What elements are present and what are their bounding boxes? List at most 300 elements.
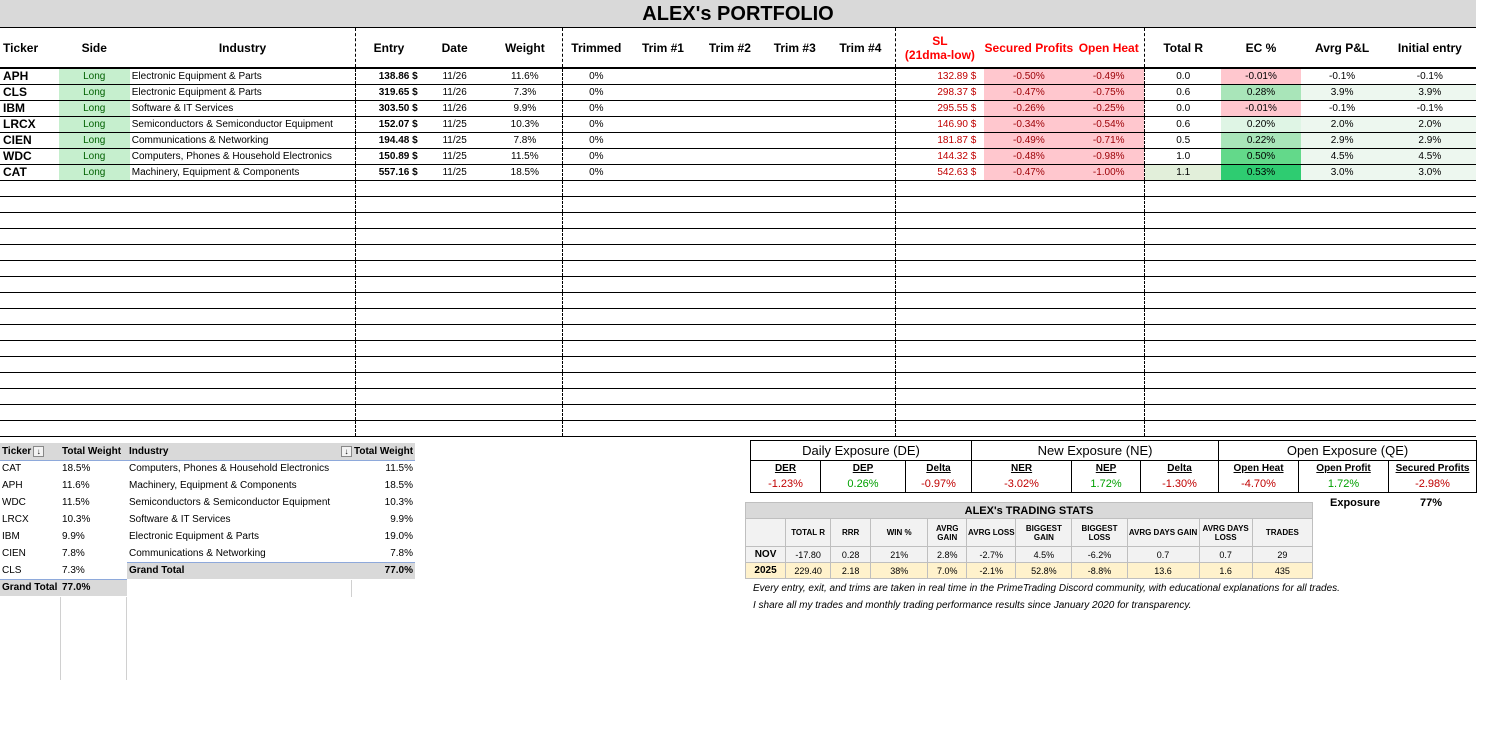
cell-empty[interactable] (0, 356, 59, 372)
table-row[interactable] (0, 132, 1476, 148)
cell-industry[interactable]: Electronic Equipment & Parts (130, 68, 356, 84)
cell-weight[interactable]: 10.3% (488, 116, 563, 132)
cell-empty[interactable] (356, 420, 422, 436)
cell-date[interactable]: 11/26 (422, 100, 488, 116)
cell-empty[interactable] (984, 404, 1073, 420)
cell-empty[interactable] (826, 308, 895, 324)
cell-empty[interactable] (826, 84, 895, 100)
cell-empty[interactable] (763, 308, 826, 324)
cell-empty[interactable] (696, 132, 763, 148)
cell-empty[interactable] (696, 212, 763, 228)
cell-empty[interactable] (356, 308, 422, 324)
cell-empty[interactable] (1221, 340, 1300, 356)
cell-empty[interactable] (984, 356, 1073, 372)
cell-empty[interactable] (130, 292, 356, 308)
cell-empty[interactable] (0, 276, 59, 292)
cell-empty[interactable] (630, 276, 697, 292)
cell-totalr[interactable]: 1.1 (1144, 164, 1221, 180)
cell-empty[interactable] (763, 212, 826, 228)
cell-empty[interactable] (1221, 244, 1300, 260)
cell-empty[interactable] (826, 68, 895, 84)
cell-empty[interactable] (59, 260, 130, 276)
cell-empty[interactable] (1144, 356, 1221, 372)
col-date[interactable]: Date (422, 28, 488, 68)
cell-empty[interactable] (422, 228, 488, 244)
cell-empty[interactable] (895, 196, 984, 212)
cell-empty[interactable] (1384, 180, 1476, 196)
cell-totalr[interactable]: 0.0 (1144, 68, 1221, 84)
cell-empty[interactable] (1384, 276, 1476, 292)
cell-ec[interactable]: 0.50% (1221, 148, 1300, 164)
cell-empty[interactable] (59, 212, 130, 228)
cell-empty[interactable] (763, 116, 826, 132)
col-totalr[interactable]: Total R (1144, 28, 1221, 68)
cell-empty[interactable] (1144, 244, 1221, 260)
col-trim4[interactable]: Trim #4 (826, 28, 895, 68)
empty-row[interactable] (0, 196, 1476, 212)
cell-empty[interactable] (826, 260, 895, 276)
cell-avgpl[interactable]: 2.9% (1301, 132, 1384, 148)
cell-empty[interactable] (422, 196, 488, 212)
cell-empty[interactable] (563, 324, 630, 340)
cell-empty[interactable] (59, 292, 130, 308)
cell-empty[interactable] (488, 420, 563, 436)
cell-empty[interactable] (826, 404, 895, 420)
cell-secured[interactable]: -0.47% (984, 164, 1073, 180)
cell-empty[interactable] (1301, 196, 1384, 212)
cell-entry[interactable]: 303.50 $ (356, 100, 422, 116)
cell-empty[interactable] (356, 292, 422, 308)
cell-entry[interactable]: 150.89 $ (356, 148, 422, 164)
col-trim2[interactable]: Trim #2 (696, 28, 763, 68)
pivot1-row[interactable] (0, 528, 127, 545)
cell-industry[interactable]: Software & IT Services (130, 100, 356, 116)
cell-empty[interactable] (1221, 260, 1300, 276)
empty-row[interactable] (0, 228, 1476, 244)
cell-empty[interactable] (1384, 404, 1476, 420)
empty-row[interactable] (0, 292, 1476, 308)
col-ticker[interactable]: Ticker (0, 28, 59, 68)
cell-empty[interactable] (488, 292, 563, 308)
cell-empty[interactable] (1301, 356, 1384, 372)
cell-empty[interactable] (1144, 404, 1221, 420)
cell-weight[interactable]: 7.8% (488, 132, 563, 148)
cell-ec[interactable]: -0.01% (1221, 68, 1300, 84)
cell-empty[interactable] (763, 196, 826, 212)
cell-ec[interactable]: -0.01% (1221, 100, 1300, 116)
cell-empty[interactable] (563, 340, 630, 356)
cell-empty[interactable] (356, 260, 422, 276)
cell-empty[interactable] (0, 292, 59, 308)
cell-empty[interactable] (563, 388, 630, 404)
cell-empty[interactable] (356, 228, 422, 244)
cell-empty[interactable] (696, 324, 763, 340)
cell-empty[interactable] (563, 276, 630, 292)
cell-empty[interactable] (763, 292, 826, 308)
cell-weight[interactable]: 9.9% (488, 100, 563, 116)
cell-ticker[interactable]: CAT (0, 164, 59, 180)
cell-empty[interactable] (696, 84, 763, 100)
sort-filter-icon[interactable]: ↓ (341, 446, 352, 457)
cell-empty[interactable] (1073, 372, 1144, 388)
cell-empty[interactable] (130, 356, 356, 372)
cell-empty[interactable] (763, 404, 826, 420)
cell-empty[interactable] (984, 276, 1073, 292)
cell-ticker[interactable]: IBM (0, 100, 59, 116)
cell-empty[interactable] (630, 116, 697, 132)
cell-empty[interactable] (0, 404, 59, 420)
cell-empty[interactable] (630, 308, 697, 324)
cell-empty[interactable] (488, 388, 563, 404)
pivot1-row[interactable] (0, 545, 127, 562)
cell-side[interactable]: Long (59, 148, 130, 164)
cell-empty[interactable] (422, 340, 488, 356)
cell-empty[interactable] (696, 372, 763, 388)
cell-empty[interactable] (488, 212, 563, 228)
cell-empty[interactable] (1301, 260, 1384, 276)
cell-empty[interactable] (630, 164, 697, 180)
cell-empty[interactable] (422, 324, 488, 340)
cell-empty[interactable] (563, 260, 630, 276)
cell-empty[interactable] (630, 132, 697, 148)
cell-empty[interactable] (826, 388, 895, 404)
cell-empty[interactable] (563, 180, 630, 196)
cell-empty[interactable] (130, 340, 356, 356)
cell-empty[interactable] (1144, 180, 1221, 196)
cell-initial[interactable]: -0.1% (1384, 100, 1476, 116)
table-row[interactable] (0, 68, 1476, 84)
cell-empty[interactable] (1221, 372, 1300, 388)
cell-empty[interactable] (563, 420, 630, 436)
cell-avgpl[interactable]: 3.9% (1301, 84, 1384, 100)
empty-row[interactable] (0, 276, 1476, 292)
cell-avgpl[interactable]: 4.5% (1301, 148, 1384, 164)
cell-initial[interactable]: 4.5% (1384, 148, 1476, 164)
cell-empty[interactable] (630, 196, 697, 212)
cell-industry[interactable]: Computers, Phones & Household Electronics (130, 148, 356, 164)
cell-empty[interactable] (488, 196, 563, 212)
cell-empty[interactable] (630, 84, 697, 100)
cell-empty[interactable] (696, 276, 763, 292)
cell-empty[interactable] (1301, 324, 1384, 340)
pivot1-row[interactable] (0, 477, 127, 494)
pivot2-row[interactable] (127, 460, 415, 477)
cell-empty[interactable] (984, 212, 1073, 228)
cell-sl[interactable]: 181.87 $ (895, 132, 984, 148)
col-trim3[interactable]: Trim #3 (763, 28, 826, 68)
cell-empty[interactable] (1073, 276, 1144, 292)
cell-empty[interactable] (1384, 308, 1476, 324)
cell-empty[interactable] (130, 388, 356, 404)
col-side[interactable]: Side (59, 28, 130, 68)
cell-initial[interactable]: 2.9% (1384, 132, 1476, 148)
cell-empty[interactable] (630, 340, 697, 356)
cell-empty[interactable] (630, 292, 697, 308)
empty-row[interactable] (0, 260, 1476, 276)
cell-empty[interactable] (356, 388, 422, 404)
cell-empty[interactable] (356, 196, 422, 212)
cell-industry[interactable]: Machinery, Equipment & Components (130, 164, 356, 180)
cell-sl[interactable]: 542.63 $ (895, 164, 984, 180)
table-row[interactable] (0, 148, 1476, 164)
table-row[interactable] (0, 164, 1476, 180)
col-avgpl[interactable]: Avrg P&L (1301, 28, 1384, 68)
col-initial[interactable]: Initial entry (1384, 28, 1476, 68)
cell-empty[interactable] (696, 100, 763, 116)
empty-row[interactable] (0, 308, 1476, 324)
empty-row[interactable] (0, 372, 1476, 388)
cell-empty[interactable] (422, 260, 488, 276)
cell-empty[interactable] (895, 404, 984, 420)
col-weight[interactable]: Weight (488, 28, 563, 68)
pivot1-row[interactable] (0, 562, 127, 579)
cell-side[interactable]: Long (59, 100, 130, 116)
cell-empty[interactable] (895, 212, 984, 228)
cell-heat[interactable]: -0.75% (1073, 84, 1144, 100)
cell-empty[interactable] (0, 212, 59, 228)
cell-empty[interactable] (59, 228, 130, 244)
cell-empty[interactable] (826, 196, 895, 212)
cell-empty[interactable] (1384, 260, 1476, 276)
cell-empty[interactable] (488, 340, 563, 356)
cell-empty[interactable] (984, 180, 1073, 196)
cell-side[interactable]: Long (59, 132, 130, 148)
cell-ticker[interactable]: CLS (0, 84, 59, 100)
cell-empty[interactable] (563, 292, 630, 308)
cell-empty[interactable] (356, 356, 422, 372)
cell-empty[interactable] (763, 324, 826, 340)
cell-empty[interactable] (0, 244, 59, 260)
cell-empty[interactable] (763, 68, 826, 84)
cell-empty[interactable] (1144, 340, 1221, 356)
cell-empty[interactable] (1073, 420, 1144, 436)
cell-empty[interactable] (696, 164, 763, 180)
cell-empty[interactable] (763, 180, 826, 196)
cell-empty[interactable] (422, 372, 488, 388)
cell-empty[interactable] (422, 388, 488, 404)
cell-secured[interactable]: -0.49% (984, 132, 1073, 148)
cell-empty[interactable] (1144, 324, 1221, 340)
cell-empty[interactable] (422, 244, 488, 260)
cell-empty[interactable] (630, 420, 697, 436)
cell-empty[interactable] (1073, 340, 1144, 356)
cell-side[interactable]: Long (59, 164, 130, 180)
cell-heat[interactable]: -1.00% (1073, 164, 1144, 180)
cell-empty[interactable] (630, 356, 697, 372)
cell-empty[interactable] (1384, 340, 1476, 356)
cell-empty[interactable] (356, 212, 422, 228)
cell-empty[interactable] (826, 324, 895, 340)
cell-entry[interactable]: 138.86 $ (356, 68, 422, 84)
cell-secured[interactable]: -0.50% (984, 68, 1073, 84)
cell-empty[interactable] (1221, 324, 1300, 340)
cell-secured[interactable]: -0.34% (984, 116, 1073, 132)
cell-empty[interactable] (696, 68, 763, 84)
cell-empty[interactable] (1073, 404, 1144, 420)
cell-empty[interactable] (1301, 276, 1384, 292)
cell-totalr[interactable]: 0.0 (1144, 100, 1221, 116)
cell-empty[interactable] (895, 292, 984, 308)
cell-totalr[interactable]: 0.6 (1144, 116, 1221, 132)
cell-empty[interactable] (1221, 180, 1300, 196)
cell-empty[interactable] (563, 244, 630, 260)
cell-empty[interactable] (563, 196, 630, 212)
cell-empty[interactable] (0, 372, 59, 388)
cell-empty[interactable] (422, 276, 488, 292)
cell-empty[interactable] (895, 324, 984, 340)
cell-ec[interactable]: 0.28% (1221, 84, 1300, 100)
cell-ec[interactable]: 0.22% (1221, 132, 1300, 148)
cell-empty[interactable] (488, 308, 563, 324)
cell-entry[interactable]: 557.16 $ (356, 164, 422, 180)
cell-empty[interactable] (0, 196, 59, 212)
cell-secured[interactable]: -0.47% (984, 84, 1073, 100)
pivot2-row[interactable] (127, 545, 415, 562)
cell-empty[interactable] (895, 180, 984, 196)
cell-empty[interactable] (422, 212, 488, 228)
cell-empty[interactable] (696, 260, 763, 276)
empty-row[interactable] (0, 244, 1476, 260)
pivot2-row[interactable] (127, 477, 415, 494)
pivot1-row[interactable] (0, 460, 127, 477)
cell-empty[interactable] (1221, 292, 1300, 308)
pivot1-row[interactable] (0, 511, 127, 528)
cell-trimmed[interactable]: 0% (563, 148, 630, 164)
cell-empty[interactable] (1384, 196, 1476, 212)
cell-empty[interactable] (0, 180, 59, 196)
cell-trimmed[interactable]: 0% (563, 68, 630, 84)
cell-empty[interactable] (130, 244, 356, 260)
cell-secured[interactable]: -0.26% (984, 100, 1073, 116)
cell-empty[interactable] (488, 404, 563, 420)
cell-empty[interactable] (1073, 180, 1144, 196)
col-heat[interactable]: Open Heat (1073, 28, 1144, 68)
cell-empty[interactable] (826, 100, 895, 116)
cell-empty[interactable] (630, 244, 697, 260)
cell-industry[interactable]: Electronic Equipment & Parts (130, 84, 356, 100)
cell-industry[interactable]: Semiconductors & Semiconductor Equipment (130, 116, 356, 132)
empty-row[interactable] (0, 388, 1476, 404)
cell-empty[interactable] (488, 228, 563, 244)
cell-empty[interactable] (356, 180, 422, 196)
cell-empty[interactable] (488, 260, 563, 276)
cell-empty[interactable] (1384, 212, 1476, 228)
cell-empty[interactable] (984, 244, 1073, 260)
cell-weight[interactable]: 18.5% (488, 164, 563, 180)
cell-entry[interactable]: 319.65 $ (356, 84, 422, 100)
cell-sl[interactable]: 144.32 $ (895, 148, 984, 164)
cell-empty[interactable] (1144, 372, 1221, 388)
cell-empty[interactable] (826, 212, 895, 228)
col-sl[interactable] (895, 28, 984, 68)
cell-empty[interactable] (984, 228, 1073, 244)
cell-empty[interactable] (356, 276, 422, 292)
cell-empty[interactable] (422, 420, 488, 436)
cell-date[interactable]: 11/25 (422, 132, 488, 148)
cell-empty[interactable] (1073, 308, 1144, 324)
cell-empty[interactable] (630, 212, 697, 228)
cell-empty[interactable] (895, 420, 984, 436)
cell-heat[interactable]: -0.54% (1073, 116, 1144, 132)
cell-totalr[interactable]: 1.0 (1144, 148, 1221, 164)
empty-row[interactable] (0, 420, 1476, 436)
cell-empty[interactable] (1384, 420, 1476, 436)
cell-empty[interactable] (696, 340, 763, 356)
cell-empty[interactable] (1073, 356, 1144, 372)
col-trim1[interactable]: Trim #1 (630, 28, 697, 68)
cell-trimmed[interactable]: 0% (563, 84, 630, 100)
cell-empty[interactable] (826, 276, 895, 292)
col-ec[interactable]: EC % (1221, 28, 1300, 68)
cell-empty[interactable] (696, 148, 763, 164)
cell-empty[interactable] (984, 324, 1073, 340)
cell-empty[interactable] (59, 388, 130, 404)
cell-empty[interactable] (826, 356, 895, 372)
cell-empty[interactable] (130, 212, 356, 228)
cell-empty[interactable] (130, 260, 356, 276)
cell-empty[interactable] (763, 276, 826, 292)
cell-ec[interactable]: 0.53% (1221, 164, 1300, 180)
cell-empty[interactable] (763, 420, 826, 436)
pivot2-row[interactable] (127, 494, 415, 511)
cell-empty[interactable] (59, 372, 130, 388)
empty-row[interactable] (0, 404, 1476, 420)
cell-empty[interactable] (1384, 292, 1476, 308)
cell-sl[interactable]: 295.55 $ (895, 100, 984, 116)
cell-empty[interactable] (1221, 212, 1300, 228)
cell-empty[interactable] (1384, 324, 1476, 340)
col-secured[interactable]: Secured Profits (984, 28, 1073, 68)
cell-initial[interactable]: 2.0% (1384, 116, 1476, 132)
cell-date[interactable]: 11/25 (422, 148, 488, 164)
cell-empty[interactable] (1144, 388, 1221, 404)
cell-empty[interactable] (696, 404, 763, 420)
cell-empty[interactable] (563, 212, 630, 228)
cell-empty[interactable] (1384, 356, 1476, 372)
cell-empty[interactable] (1301, 212, 1384, 228)
cell-ticker[interactable]: LRCX (0, 116, 59, 132)
cell-empty[interactable] (763, 372, 826, 388)
cell-empty[interactable] (563, 372, 630, 388)
cell-empty[interactable] (826, 180, 895, 196)
cell-empty[interactable] (630, 324, 697, 340)
cell-empty[interactable] (826, 420, 895, 436)
cell-totalr[interactable]: 0.5 (1144, 132, 1221, 148)
cell-empty[interactable] (356, 372, 422, 388)
cell-empty[interactable] (1144, 212, 1221, 228)
cell-empty[interactable] (59, 324, 130, 340)
cell-empty[interactable] (895, 260, 984, 276)
cell-empty[interactable] (356, 404, 422, 420)
cell-empty[interactable] (895, 356, 984, 372)
cell-empty[interactable] (630, 404, 697, 420)
cell-sl[interactable]: 132.89 $ (895, 68, 984, 84)
cell-empty[interactable] (59, 308, 130, 324)
cell-empty[interactable] (130, 404, 356, 420)
cell-empty[interactable] (826, 148, 895, 164)
cell-empty[interactable] (1301, 420, 1384, 436)
cell-avgpl[interactable]: -0.1% (1301, 68, 1384, 84)
cell-empty[interactable] (422, 356, 488, 372)
cell-empty[interactable] (696, 292, 763, 308)
cell-empty[interactable] (422, 292, 488, 308)
cell-empty[interactable] (130, 196, 356, 212)
col-industry[interactable]: Industry (130, 28, 356, 68)
cell-ec[interactable]: 0.20% (1221, 116, 1300, 132)
cell-empty[interactable] (826, 292, 895, 308)
cell-empty[interactable] (130, 324, 356, 340)
cell-empty[interactable] (356, 340, 422, 356)
